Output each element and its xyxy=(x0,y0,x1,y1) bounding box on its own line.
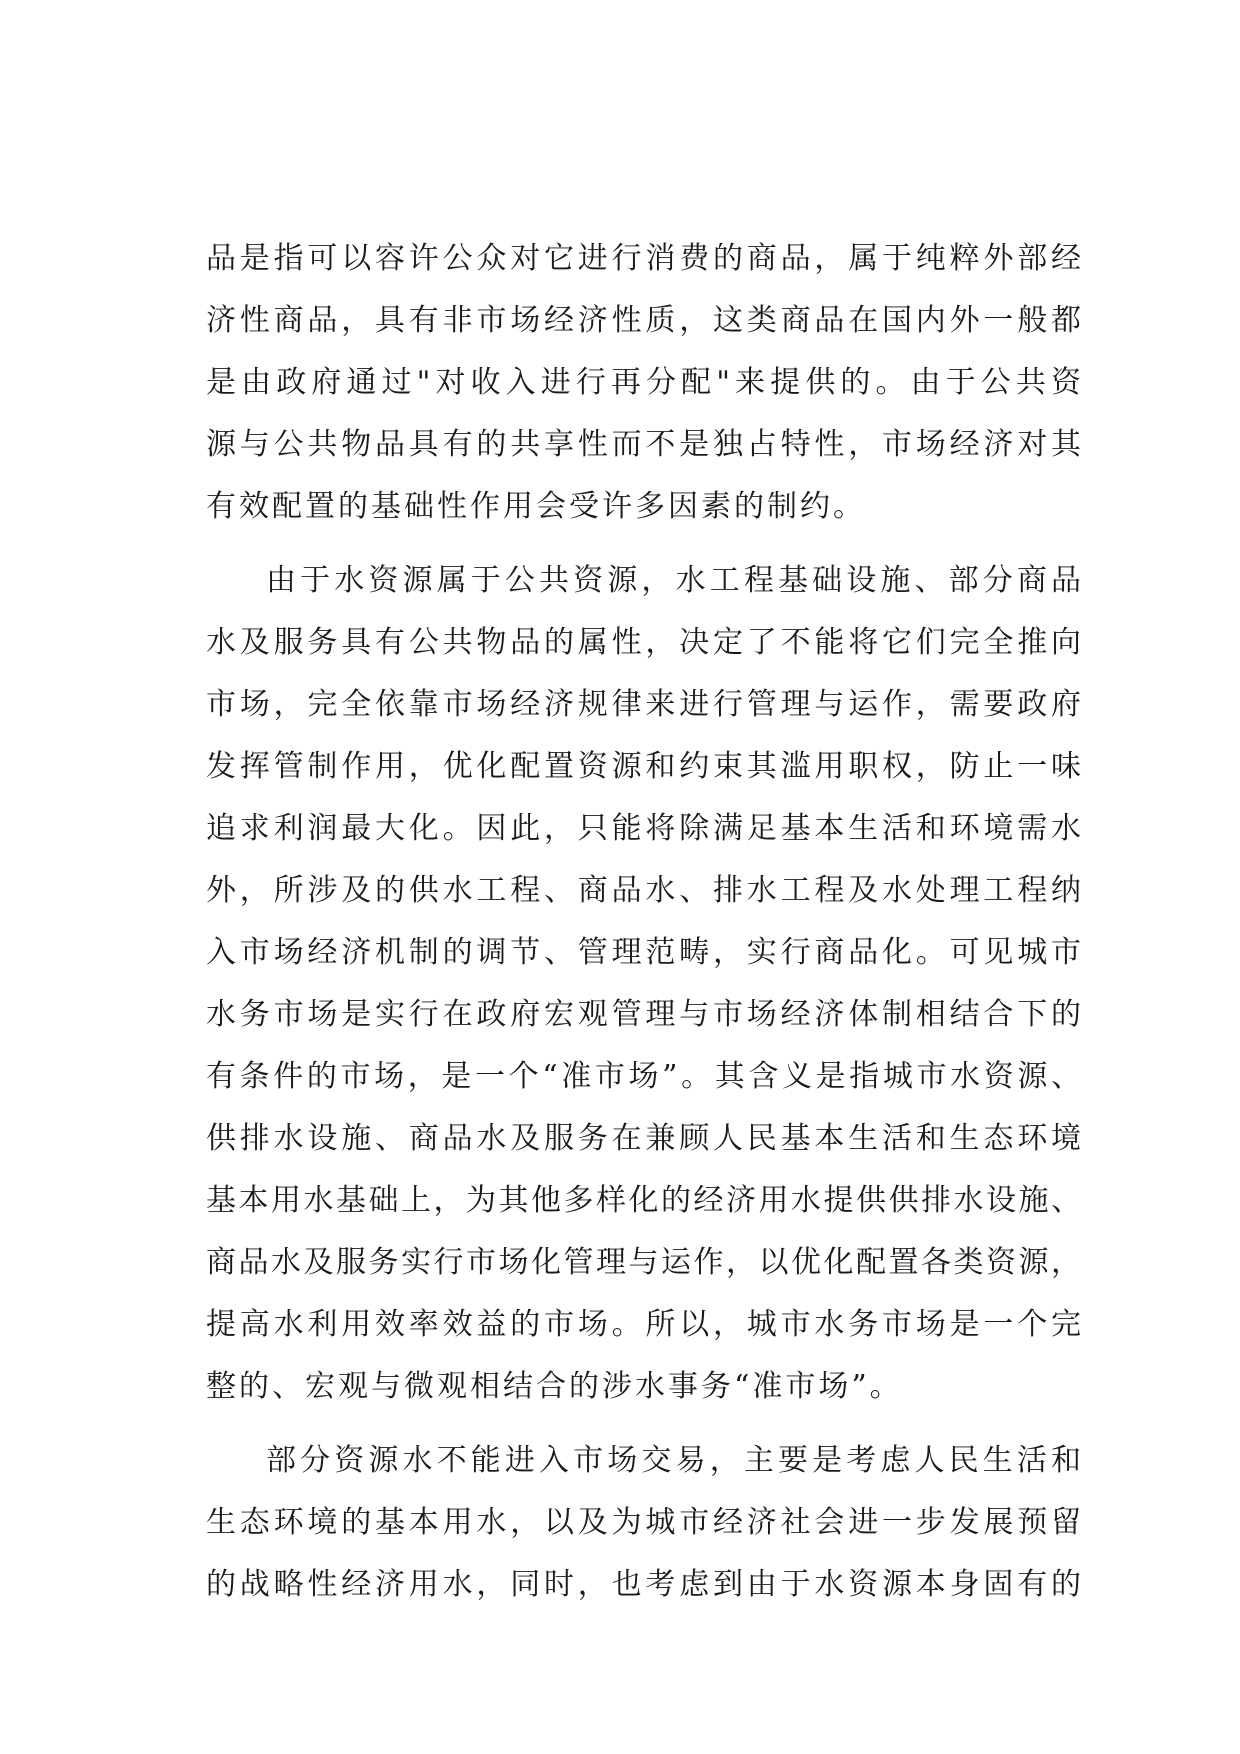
text-line: 外，所涉及的供水工程、商品水、排水工程及水处理工程纳 xyxy=(206,873,1081,908)
text-line: 入市场经济机制的调节、管理范畴，实行商品化。可见城市 xyxy=(206,935,1081,970)
text-line: 由于水资源属于公共资源，水工程基础设施、部分商品 xyxy=(266,563,1081,598)
text-line: 济性商品，具有非市场经济性质，这类商品在国内外一般都 xyxy=(206,303,1081,338)
text-line: 的战略性经济用水，同时，也考虑到由于水资源本身固有的 xyxy=(206,1567,1081,1602)
text-line: 生态环境的基本用水，以及为城市经济社会进一步发展预留 xyxy=(206,1505,1081,1540)
text-line: 提高水利用效率效益的市场。所以，城市水务市场是一个完 xyxy=(206,1307,1081,1342)
text-line: 发挥管制作用，优化配置资源和约束其滥用职权，防止一味 xyxy=(206,749,1081,784)
body-text xyxy=(206,228,1081,1616)
text-line: 源与公共物品具有的共享性而不是独占特性，市场经济对其 xyxy=(206,427,1081,462)
text-line: 市场，完全依靠市场经济规律来进行管理与运作，需要政府 xyxy=(206,687,1081,722)
text-line: 品是指可以容许公众对它进行消费的商品，属于纯粹外部经 xyxy=(206,241,1081,276)
text-line: 部分资源水不能进入市场交易，主要是考虑人民生活和 xyxy=(266,1443,1081,1478)
text-line: 基本用水基础上，为其他多样化的经济用水提供供排水设施、 xyxy=(206,1183,1081,1218)
text-line: 整的、宏观与微观相结合的涉水事务“准市场”。 xyxy=(206,1369,903,1404)
text-line: 有效配置的基础性作用会受许多因素的制约。 xyxy=(206,489,866,524)
text-line: 追求利润最大化。因此，只能将除满足基本生活和环境需水 xyxy=(206,811,1081,846)
text-line: 商品水及服务实行市场化管理与运作，以优化配置各类资源， xyxy=(206,1245,1081,1280)
text-line: 供排水设施、商品水及服务在兼顾人民基本生活和生态环境 xyxy=(206,1121,1081,1156)
text-line: 是由政府通过"对收入进行再分配"来提供的。由于公共资 xyxy=(206,365,1081,400)
text-line: 水务市场是实行在政府宏观管理与市场经济体制相结合下的 xyxy=(206,997,1081,1032)
text-line: 有条件的市场，是一个“准市场”。其含义是指城市水资源、 xyxy=(206,1059,1081,1094)
text-line: 水及服务具有公共物品的属性，决定了不能将它们完全推向 xyxy=(206,625,1081,660)
